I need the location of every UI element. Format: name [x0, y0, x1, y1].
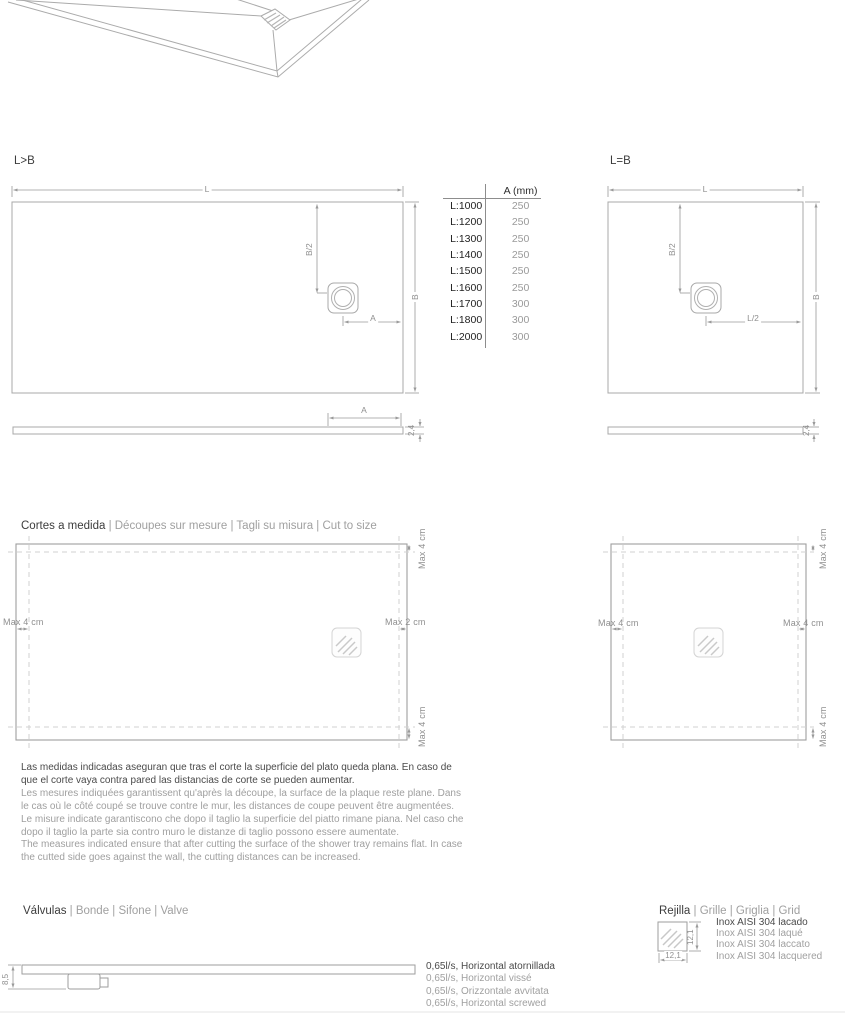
- valve-spec-line: 0,65l/s, Orizzontale avvitata: [426, 985, 549, 997]
- heading-primary: Cortes a medida: [21, 520, 106, 532]
- table-header-a: A (mm): [503, 185, 538, 197]
- cut-notes: [21, 762, 463, 865]
- drain-icon: [694, 628, 723, 657]
- tray-3d-drawing: [8, 0, 369, 77]
- drain-icon: [332, 628, 361, 657]
- max-cut-label-left: Max 4 cm: [3, 617, 44, 627]
- valve-spec-line: 0,65l/s, Horizontal screwed: [426, 998, 547, 1010]
- grid-spec-line: Inox AISI 304 laqué: [716, 928, 803, 940]
- heading-primary: Rejilla: [659, 905, 691, 917]
- row-a-value: 300: [511, 297, 530, 310]
- drain-icon: [691, 283, 721, 313]
- note-line-fr: Les mesures indiquées garantissent qu'après la découpe, la surface de la plaque reste plane. Dans: [21, 787, 461, 799]
- max-cut-label-bottom: Max 4 cm: [818, 706, 828, 747]
- cut-left-drawing: [8, 536, 415, 748]
- row-a-value: 300: [511, 330, 530, 343]
- table-row: [435, 279, 555, 295]
- row-a-value: 250: [511, 281, 530, 294]
- note-line-it: dopo il taglio la parte sia contro muro le distanze di taglio possono essere aumentate.: [21, 826, 400, 838]
- dim-label-grid-height: 12,1: [686, 929, 695, 945]
- grid-spec-line: Inox AISI 304 lacquered: [716, 950, 823, 962]
- dim-label-b2: B/2: [667, 243, 677, 256]
- dim-label-a: A: [370, 313, 376, 323]
- table-row: [435, 247, 555, 263]
- row-length: L:1400: [450, 249, 483, 262]
- row-length: L:1000: [450, 200, 483, 213]
- valve-drawing: [8, 965, 415, 989]
- dim-label-a-profile: A: [361, 405, 367, 415]
- max-cut-label-left: Max 4 cm: [598, 618, 639, 628]
- row-a-value: 250: [511, 232, 530, 245]
- row-length: L:1800: [450, 314, 483, 327]
- dim-label-l2: L/2: [747, 313, 759, 323]
- row-length: L:1600: [450, 281, 483, 294]
- max-cut-label-top: Max 4 cm: [818, 528, 828, 569]
- row-length: L:1700: [450, 297, 483, 310]
- row-a-value: 250: [511, 200, 530, 213]
- table-row: [435, 231, 555, 247]
- row-a-value: 250: [511, 216, 530, 229]
- table-row: [435, 328, 555, 344]
- valve-spec-line: 0,65l/s, Horizontal vissé: [426, 973, 532, 985]
- plan-lsq-drawing: [608, 186, 820, 393]
- valve-spec-line: 0,65l/s, Horizontal atornillada: [426, 961, 555, 972]
- row-a-value: 300: [511, 314, 530, 327]
- note-line-it: Le misure indicate garantiscono che dopo il taglio la superficie del piatto rimane piana. Nel caso che: [21, 813, 464, 825]
- table-header-row: [435, 184, 555, 198]
- dim-label-b: B: [811, 294, 821, 300]
- profile-lb-drawing: [13, 413, 424, 442]
- profile-lsq-drawing: [608, 419, 819, 442]
- row-a-value: 250: [511, 265, 530, 278]
- plan-lb-drawing: [12, 186, 419, 393]
- valve-spec-list: [426, 961, 555, 1011]
- row-length: L:1300: [450, 232, 483, 245]
- table-row: [435, 312, 555, 328]
- dim-label-l: L: [204, 184, 210, 194]
- max-cut-label-top: Max 4 cm: [417, 528, 427, 569]
- grid-spec-line: Inox AISI 304 lacado: [716, 917, 808, 928]
- row-length: L:1200: [450, 216, 483, 229]
- max-cut-label-right: Max 2 cm: [385, 617, 426, 627]
- row-a-value: 250: [511, 249, 530, 262]
- plan-lb-title: L>B: [14, 155, 35, 167]
- heading-translations: | Bonde | Sifone | Valve: [66, 905, 189, 917]
- note-line-en: the cutted side goes against the wall, the cutting distances can be increased.: [21, 852, 361, 864]
- heading-translations: | Découpes sur mesure | Tagli su misura | Cut to size: [105, 520, 377, 532]
- cut-right-drawing: [603, 536, 814, 748]
- dim-label-b2: B/2: [304, 243, 314, 256]
- drain-icon: [328, 283, 358, 313]
- row-length: L:1500: [450, 265, 483, 278]
- cut-section-heading: [21, 516, 377, 534]
- table-row: [435, 296, 555, 312]
- table-row: [435, 198, 555, 214]
- dim-label-valve-height: 8,5: [1, 973, 10, 985]
- grid-spec-line: Inox AISI 304 laccato: [716, 939, 810, 951]
- table-row: [435, 214, 555, 230]
- note-line-fr: le cas où le côté coupé se trouve contre le mur, les distances de coupe peuvent être augmentées.: [21, 800, 455, 812]
- note-line-es: Las medidas indicadas aseguran que tras el corte la superficie del plato queda plana. En caso de: [21, 762, 452, 773]
- drain-icon: [261, 9, 290, 30]
- note-line-en: The measures indicated ensure that after cutting the surface of the shower tray remains flat. In case: [21, 839, 463, 851]
- dim-label-thickness: 2,4: [802, 424, 811, 436]
- max-cut-label-bottom: Max 4 cm: [417, 706, 427, 747]
- dim-label-grid-width: 12,1: [665, 951, 681, 960]
- heading-primary: Válvulas: [23, 905, 67, 917]
- a-dimension-table: [435, 184, 555, 345]
- dim-label-l: L: [702, 184, 708, 194]
- grid-spec-list: [716, 917, 822, 962]
- dim-label-thickness: 2,4: [407, 424, 416, 436]
- row-length: L:2000: [450, 330, 483, 343]
- table-row: [435, 263, 555, 279]
- plan-lsq-title: L=B: [610, 155, 631, 167]
- dim-label-b: B: [410, 294, 420, 300]
- valves-section-heading: [23, 901, 188, 919]
- note-line-es: que el corte vaya contra pared las distancias de corte se pueden aumentar.: [21, 774, 355, 786]
- heading-translations: | Grille | Griglia | Grid: [690, 905, 801, 917]
- max-cut-label-right: Max 4 cm: [783, 618, 824, 628]
